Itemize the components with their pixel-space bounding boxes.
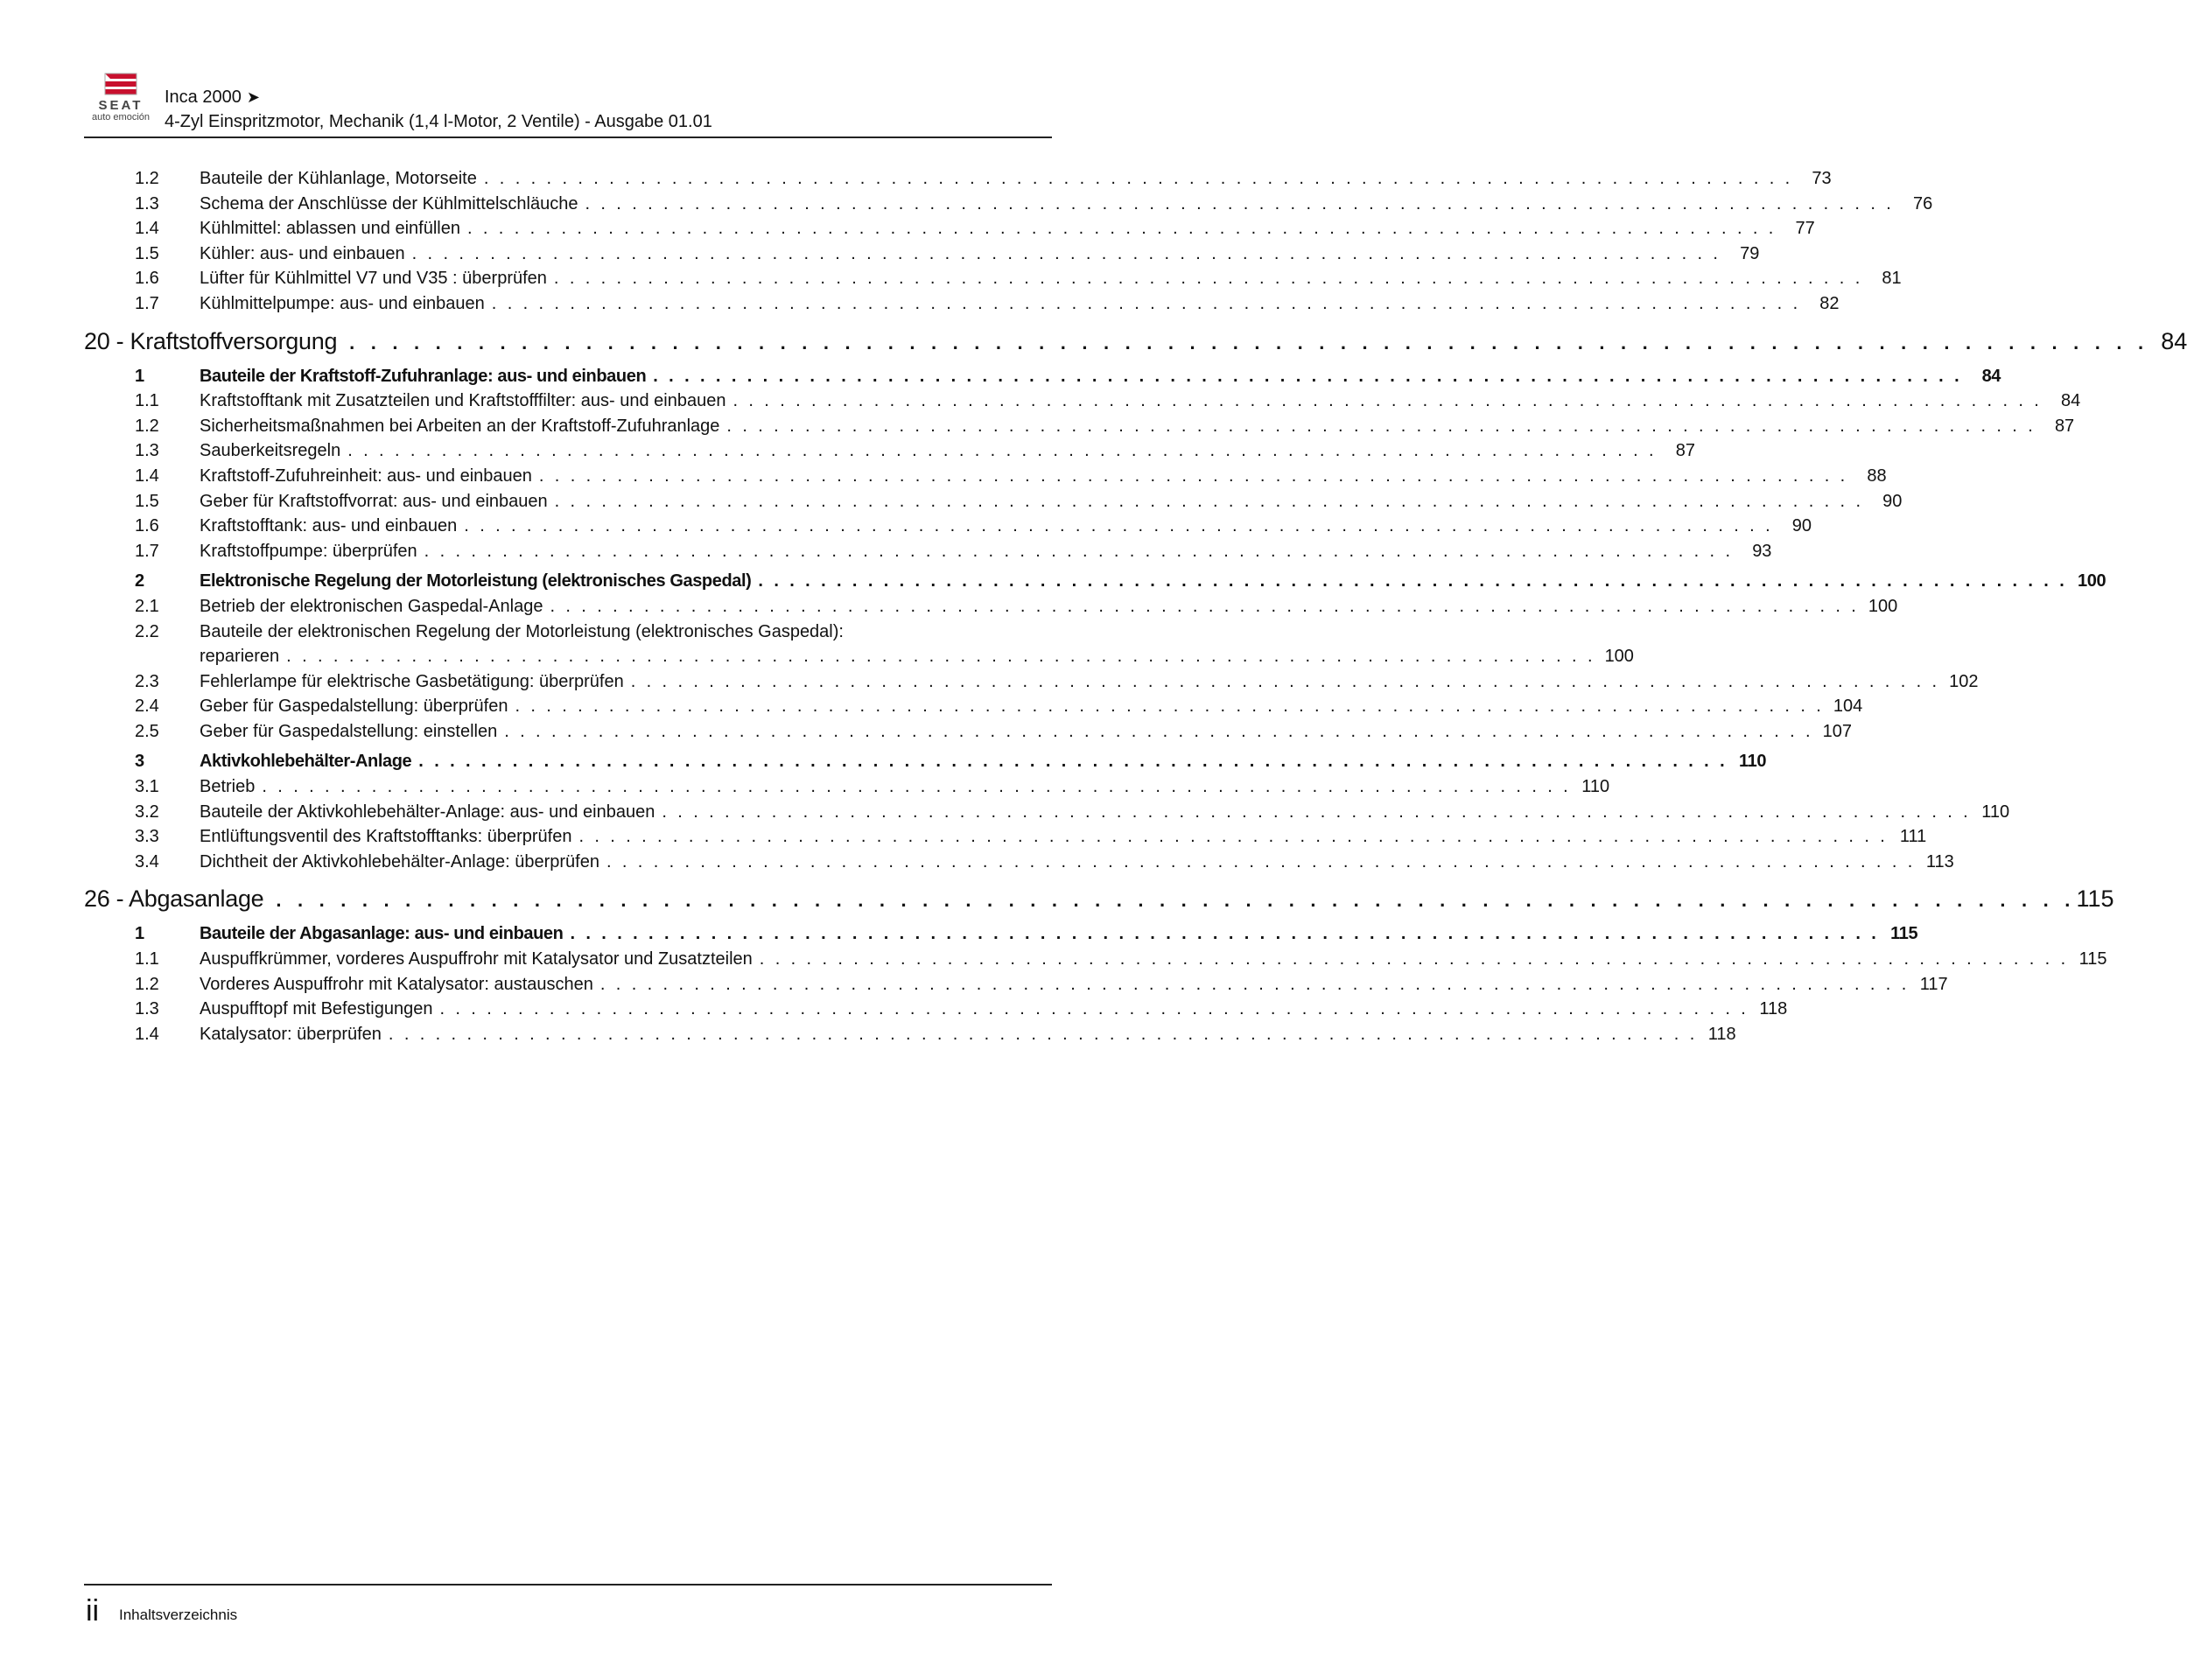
toc-entry-page: 104: [1833, 696, 1863, 717]
toc-entry-title: [200, 364, 1962, 389]
toc-entry-number: 1.6: [135, 516, 159, 536]
dot-leader: . . . . . . . . . . . . . . . . . . . . . . . . . . . . . . . . . . . . . . . . . . . . . . . . . . . . . . . . . . . . . . . . . . . . . . . . . . . . . . . . . . . .: [464, 516, 1774, 536]
dot-leader: . . . . . . . . . . . . . . . . . . . . . . . . . . . . . . . . . . . . . . . . . . . . . . . . . . . . . . . . . . . . . . . . . . . . . . . . . . . . . . . . . . . .: [388, 1024, 1698, 1044]
dot-leader: . . . . . . . . . . . . . . . . . . . . . . . . . . . . . . . . . . . . . . . . . . . . . . . . . . . . . . . . . . . . . . . . . . . . . . . . . . . . . . . . . . . .: [758, 571, 2068, 592]
toc-entry-title: [200, 1022, 1698, 1047]
toc-entry-page: 110: [1981, 802, 2010, 822]
toc-section-entry[interactable]: [84, 569, 2106, 594]
toc-entry-page: 102: [1949, 671, 1979, 691]
dot-leader: . . . . . . . . . . . . . . . . . . . . . . . . . . . . . . . . . . . . . . . . . . . . . . . . . . . . . . . . . . . . . . . . . . . . . . . . . . . . . . . . . . . .: [550, 596, 1860, 616]
toc-entry[interactable]: [84, 669, 1979, 695]
toc-entry-page: 113: [1925, 851, 1954, 872]
toc-entry-page: 100: [2078, 571, 2106, 592]
toc-entry[interactable]: [84, 972, 1948, 998]
toc-entry-title-text: Kraftstoff-Zufuhreinheit: aus- und einbauen: [200, 466, 532, 486]
toc-entry[interactable]: [84, 266, 1902, 291]
toc-entry-page: 100: [1868, 596, 1898, 616]
toc-entry[interactable]: [84, 800, 2010, 825]
page-number: ii: [86, 1594, 100, 1628]
toc-entry-page: 82: [1819, 293, 1840, 313]
toc-entry-title-text: Sauberkeitsregeln: [200, 441, 341, 461]
toc-entry-title-text: Kraftstoffpumpe: überprüfen: [200, 541, 417, 561]
toc-entry[interactable]: [84, 166, 1832, 192]
toc-entry[interactable]: [84, 719, 1852, 745]
dot-leader: . . . . . . . . . . . . . . . . . . . . . . . . . . . . . . . . . . . . . . . . . . . . . . . . . . . . . . . . . . . . . . . . . . . . . . . . . . . . . . . . . . . .: [439, 999, 1749, 1019]
toc-entry-title: [200, 569, 2067, 594]
toc-entry[interactable]: [84, 192, 1933, 217]
toc-entry-page: 90: [1882, 491, 1903, 511]
toc-entry-number: 2.3: [135, 671, 159, 691]
toc-entry-number: 1.4: [135, 466, 159, 486]
toc-entry[interactable]: [84, 947, 2107, 972]
dot-leader: . . . . . . . . . . . . . . . . . . . . . . . . . . . . . . . . . . . . . . . . . . . . . . . . . . . . . . . . . . . . . . . . . . . . . . . . . . . . . . . . . . . .: [411, 243, 1721, 263]
toc-entry-number: 1.2: [135, 169, 159, 188]
toc-entry-number: 1.5: [135, 491, 159, 511]
toc-entry-page: 81: [1882, 269, 1902, 289]
toc-entry-number: 3.1: [135, 777, 159, 797]
toc-entry-page: 87: [1675, 441, 1695, 461]
toc-entry-number: 1.5: [135, 243, 159, 263]
toc-entry-number: 1.4: [135, 1024, 159, 1044]
toc-entry-title-text: Kraftstofftank: aus- und einbauen: [200, 516, 458, 536]
toc-entry-title-text: Schema der Anschlüsse der Kühlmittelschläuche: [200, 193, 578, 214]
toc-entry[interactable]: [84, 997, 1788, 1022]
toc-entry-number: 2.1: [135, 596, 159, 616]
toc-entry-title: [200, 749, 1728, 774]
toc-entry-title-text: Dichtheit der Aktivkohlebehälter-Anlage: überprüfen: [200, 851, 599, 872]
dot-leader: . . . . . . . . . . . . . . . . . . . . . . . . . . . . . . . . . . . . . . . . . . . . . . . . . . . . . . . . . . . . . . . . . . . . . . . . . . . . . . . . . . . .: [585, 193, 1895, 214]
toc-entry[interactable]: [84, 464, 1887, 489]
toc-entry-number: 1.7: [135, 293, 159, 313]
toc-entry-title-text: Auspufftopf mit Befestigungen: [200, 999, 433, 1019]
dot-leader: . . . . . . . . . . . . . . . . . . . . . . . . . . . . . . . . . . . . . . . . . . . . . . . . . . . . . . . . . . . . . . . . . . . . . . . . . . . . . . . . . . . .: [347, 441, 1657, 461]
toc-entry-number: 1.3: [135, 999, 159, 1019]
toc-entry-page: 93: [1752, 541, 1772, 561]
toc-entry-title: [200, 824, 1888, 850]
toc-entry-page: 84: [1981, 366, 2001, 386]
toc-entry-title-text: Kühlmittelpumpe: aus- und einbauen: [200, 293, 485, 313]
toc-entry-title: [200, 539, 1733, 564]
toc-entry-page: 77: [1795, 219, 1815, 239]
toc-entry-title: [200, 972, 1910, 998]
dot-leader: . . . . . . . . . . . . . . . . . . . . . . . . . . . . . . . . . . . . . . . . . . . . . . . . . . . . . . . . . . . . . . . . . . . . . . . . . . . . . . . . . . . .: [733, 391, 2043, 411]
toc-entry-title-text: Kraftstofftank mit Zusatzteilen und Kraftstofffilter: aus- und einbauen: [200, 391, 726, 411]
toc-entry-number: 3: [135, 752, 144, 772]
toc-entry-title-line2: [200, 644, 1634, 669]
logo-brand: SEAT: [98, 98, 144, 113]
toc-entry-number: 1: [135, 924, 144, 944]
toc-entry[interactable]: [84, 216, 1815, 242]
toc-entry-title-text: Kühlmittel: ablassen und einfüllen: [200, 219, 460, 239]
toc-entry-number: 1.4: [135, 219, 159, 239]
toc-entry-number: 2: [135, 571, 144, 592]
toc-entry[interactable]: [84, 594, 1898, 620]
toc-entry-page: 88: [1867, 466, 1887, 486]
toc-entry[interactable]: [84, 388, 2081, 414]
toc-entry-page: 100: [1604, 647, 1634, 667]
dot-leader: . . . . . . . . . . . . . . . . . . . . . . . . . . . . . . . . . . . . . . . . . . . . . . . . . . . . . . . . . . . . . . . . . . . . . . . . . . . . . . . . . . . .: [286, 647, 1595, 667]
dot-leader: . . . . . . . . . . . . . . . . . . . . . . . . . . . . . . . . . . . . . . . . . . . . . . . . . . . . . . . . . . . . . . . . . . . . . . . . . . . . . . . . . . . .: [262, 777, 1572, 797]
toc-entry-title: [200, 774, 1571, 800]
dot-leader: . . . . . . . . . . . . . . . . . . . . . . . . . . . . . . . . . . . . . . . . . . . . . . . . . . . . . . . . . . . . . . . . . . . . . . . . . . . . . . . . . . . .: [599, 974, 1910, 994]
toc-entry[interactable]: [84, 438, 1695, 464]
document-subtitle: 4-Zyl Einspritzmotor, Mechanik (1,4 l-Motor, 2 Ventile) - Ausgabe 01.01: [165, 112, 712, 131]
seat-emblem-icon: [102, 70, 140, 98]
toc-entry-page: 84: [2060, 391, 2081, 411]
toc-entry-title-text: Bauteile der Abgasanlage: aus- und einbauen: [200, 924, 564, 944]
toc-entry-title: [200, 947, 2069, 972]
toc-entry-title-text: Bauteile der Kühlanlage, Motorseite: [200, 169, 477, 188]
toc-entry-number: 3.2: [135, 802, 159, 822]
toc-entry[interactable]: [84, 850, 1954, 875]
toc-entry-title-text: Bauteile der Kraftstoff-Zufuhranlage: aus- und einbauen: [200, 366, 647, 386]
toc-entry-number: 2.5: [135, 721, 159, 741]
toc-entry-title: [200, 669, 1939, 695]
toc-entry-number: 1.3: [135, 441, 159, 461]
chapter-title: 20 - Kraftstoffversorgung: [84, 327, 338, 354]
toc-entry-title: [200, 388, 2042, 414]
toc-entry-title-text: Elektronische Regelung der Motorleistung (elektronisches Gaspedal): [200, 571, 752, 592]
toc-entry-page: 115: [2078, 949, 2107, 970]
toc-entry-title-text: Entlüftungsventil des Kraftstofftanks: überprüfen: [200, 827, 572, 847]
toc-entry-title-text: Aktivkohlebehälter-Anlage: [200, 752, 412, 772]
toc-entry[interactable]: [84, 414, 2075, 439]
toc-entry[interactable]: [84, 774, 1610, 800]
toc-entry-title-text: Sicherheitsmaßnahmen bei Arbeiten an der Kraftstoff-Zufuhranlage: [200, 416, 720, 436]
toc-entry-title: [200, 242, 1721, 267]
toc-entry[interactable]: [84, 514, 1812, 539]
toc-entry-page: 118: [1759, 999, 1788, 1019]
toc-entry-title-text: reparieren: [200, 647, 280, 667]
toc-entry-title: [200, 464, 1848, 489]
toc-entry-title-text: Betrieb der elektronischen Gaspedal-Anlage: [200, 596, 543, 616]
dot-leader: . . . . . . . . . . . . . . . . . . . . . . . . . . . . . . . . . . . . . . . . . . . . . . . . . . . . . . . . . . . . . . . . . . . . . . . . . . . . . . . . . . . .: [578, 827, 1889, 847]
logo-tagline: auto emoción: [91, 112, 151, 122]
toc-entry-title: [200, 514, 1773, 539]
page-footer: [84, 1584, 1052, 1628]
page-header: [84, 68, 1052, 138]
toc-entry-title-text: Lüfter für Kühlmittel V7 und V35 : überprüfen: [200, 269, 547, 289]
toc-entry-title: [200, 997, 1749, 1022]
toc-entry-title-text: Geber für Gaspedalstellung: überprüfen: [200, 696, 508, 717]
arrow-icon: ➤: [246, 88, 260, 106]
toc-entry[interactable]: [84, 291, 1840, 317]
dot-leader: . . . . . . . . . . . . . . . . . . . . . . . . . . . . . . . . . . . . . . . . . . . . . . . . . . . . . . . . . . . . . . . . . . . . . . . . . . . . . . . . . . . .: [662, 802, 1972, 822]
toc-entry-number: 2.2: [135, 621, 159, 641]
chapter-page: 84: [2161, 327, 2187, 354]
dot-leader: . . . . . . . . . . . . . . . . . . . . . . . . . . . . . . . . . . . . . . . . . . . . . . . . . . . . . . . . . . . . . . . . . . . . . . . . . . . . . . . . . . . .: [726, 416, 2036, 436]
toc-chapter-entry[interactable]: [84, 881, 2114, 918]
toc-entry-title: [200, 620, 1634, 669]
toc-entry-number: 1.2: [135, 974, 159, 994]
dot-leader: . . . . . . . . . . . . . . . . . . . . . . . . . . . . . . . . . . . . . . . . . . . . . . . . . . . . . . . . . . . . . . . . . . . . . . . . . . . . . . . . . . . .: [570, 924, 1880, 944]
toc-entry-page: 107: [1822, 721, 1852, 741]
toc-entry-title: [200, 489, 1863, 514]
toc-entry-page: 118: [1707, 1024, 1736, 1044]
toc-entry-number: 3.3: [135, 827, 159, 847]
toc-entry[interactable]: [84, 620, 1634, 669]
toc-entry[interactable]: [84, 824, 1927, 850]
toc-entry-page: 90: [1791, 516, 1812, 536]
dot-leader: . . . . . . . . . . . . . . . . . . . . . . . . . . . . . . . . . . . . . . . . . . . . . . . . . . . . . . . . . . . . . . . . . . . . . . . . . . . . . . . . . . . .: [759, 949, 2069, 970]
toc-section-entry[interactable]: [84, 364, 2001, 389]
toc-entry-number: 3.4: [135, 851, 159, 872]
toc-entry-title-line1: Bauteile der elektronischen Regelung der Motorleistung (elektronisches Gaspedal):: [200, 621, 844, 641]
toc-entry-title-text: Bauteile der Aktivkohlebehälter-Anlage: aus- und einbauen: [200, 802, 655, 822]
dot-leader: . . . . . . . . . . . . . . . . . . . . . . . . . . . . . . . . . . . . . . . . . . . . . . . . . . . . . . . . . . . . . . . . . . . . . . . . . . . . . . . . . . . .: [515, 696, 1825, 717]
toc-entry-title-text: Geber für Gaspedalstellung: einstellen: [200, 721, 498, 741]
toc-entry-title-text: Auspuffkrümmer, vorderes Auspuffrohr mit Katalysator und Zusatzteilen: [200, 949, 753, 970]
dot-leader: . . . . . . . . . . . . . . . . . . . . . . . . . . . . . . . . . . . . . . . . . . . . . . . . . . . . . . . . . . . . . . . . . . . . . . . . . . . . . . . . . . . .: [276, 889, 2076, 912]
dot-leader: . . . . . . . . . . . . . . . . . . . . . . . . . . . . . . . . . . . . . . . . . . . . . . . . . . . . . . . . . . . . . . . . . . . . . . . . . . . . . . . . . . . .: [553, 269, 1863, 289]
toc-entry-title: [200, 800, 1971, 825]
document-title-text: Inca 2000: [165, 88, 242, 107]
toc-entry-page: 111: [1899, 827, 1927, 847]
toc-entry-title: [200, 921, 1879, 947]
toc-entry[interactable]: [84, 242, 1760, 267]
dot-leader: . . . . . . . . . . . . . . . . . . . . . . . . . . . . . . . . . . . . . . . . . . . . . . . . . . . . . . . . . . . . . . . . . . . . . . . . . . . . . . . . . . . .: [538, 466, 1848, 486]
toc-entry[interactable]: [84, 694, 1863, 719]
dot-leader: . . . . . . . . . . . . . . . . . . . . . . . . . . . . . . . . . . . . . . . . . . . . . . . . . . . . . . . . . . . . . . . . . . . . . . . . . . . . . . . . . . . .: [606, 851, 1916, 872]
toc-entry-title: [200, 719, 1813, 745]
chapter-title: 26 - Abgasanlage: [84, 886, 264, 913]
toc-entry-page: 79: [1740, 243, 1760, 263]
toc-entry-title: [200, 291, 1801, 317]
toc-section-entry[interactable]: [84, 921, 1918, 947]
toc-entry-number: 1: [135, 366, 144, 386]
toc-entry-title: [200, 438, 1657, 464]
dot-leader: . . . . . . . . . . . . . . . . . . . . . . . . . . . . . . . . . . . . . . . . . . . . . . . . . . . . . . . . . . . . . . . . . . . . . . . . . . . . . . . . . . . .: [554, 491, 1864, 511]
toc-entry-title: [200, 166, 1793, 192]
dot-leader: . . . . . . . . . . . . . . . . . . . . . . . . . . . . . . . . . . . . . . . . . . . . . . . . . . . . . . . . . . . . . . . . . . . . . . . . . . . . . . . . . . . .: [424, 541, 1734, 561]
toc-entry-title: [200, 694, 1824, 719]
toc-entry-title-text: Katalysator: überprüfen: [200, 1024, 382, 1044]
toc-entry-page: 76: [1912, 193, 1933, 214]
dot-leader: . . . . . . . . . . . . . . . . . . . . . . . . . . . . . . . . . . . . . . . . . . . . . . . . . . . . . . . . . . . . . . . . . . . . . . . . . . . . . . . . . . . .: [491, 293, 1801, 313]
toc-entry-title-text: Fehlerlampe für elektrische Gasbetätigung: überprüfen: [200, 671, 624, 691]
toc-section-entry[interactable]: [84, 749, 1767, 774]
document-title: [165, 88, 260, 108]
toc-entry-number: 1.7: [135, 541, 159, 561]
dot-leader: . . . . . . . . . . . . . . . . . . . . . . . . . . . . . . . . . . . . . . . . . . . . . . . . . . . . . . . . . . . . . . . . . . . . . . . . . . . . . . . . . . . .: [630, 671, 1940, 691]
toc-entry-page: 110: [1581, 777, 1610, 797]
dot-leader: . . . . . . . . . . . . . . . . . . . . . . . . . . . . . . . . . . . . . . . . . . . . . . . . . . . . . . . . . . . . . . . . . . . . . . . . . . . . . . . . . . . .: [349, 331, 2149, 354]
toc-entry-title: [200, 594, 1859, 620]
toc-entry-page: 110: [1738, 752, 1767, 772]
toc-chapter-entry[interactable]: [84, 324, 2187, 360]
toc-entry-title: [200, 192, 1894, 217]
dot-leader: . . . . . . . . . . . . . . . . . . . . . . . . . . . . . . . . . . . . . . . . . . . . . . . . . . . . . . . . . . . . . . . . . . . . . . . . . . . . . . . . . . . .: [483, 169, 1793, 188]
toc-entry-title: [200, 414, 2036, 439]
toc-entry-number: 1.6: [135, 269, 159, 289]
toc-entry-number: 1.1: [135, 391, 159, 411]
toc-entry-number: 1.3: [135, 193, 159, 214]
toc-entry-title-text: Geber für Kraftstoffvorrat: aus- und einbauen: [200, 491, 548, 511]
seat-logo: [84, 68, 158, 126]
toc-entry-page: 115: [1890, 924, 1918, 944]
toc-entry-number: 2.4: [135, 696, 159, 717]
toc-entry-title-text: Kühler: aus- und einbauen: [200, 243, 405, 263]
toc-entry-title-text: Betrieb: [200, 777, 256, 797]
toc-entry-number: 1.2: [135, 416, 159, 436]
toc-entry-title: [200, 850, 1916, 875]
dot-leader: . . . . . . . . . . . . . . . . . . . . . . . . . . . . . . . . . . . . . . . . . . . . . . . . . . . . . . . . . . . . . . . . . . . . . . . . . . . . . . . . . . . .: [653, 366, 1963, 386]
toc-entry-title: [200, 266, 1863, 291]
toc-entry[interactable]: [84, 1022, 1736, 1047]
toc-entry[interactable]: [84, 539, 1772, 564]
table-of-contents: [84, 166, 2187, 1046]
dot-leader: . . . . . . . . . . . . . . . . . . . . . . . . . . . . . . . . . . . . . . . . . . . . . . . . . . . . . . . . . . . . . . . . . . . . . . . . . . . . . . . . . . . .: [418, 752, 1728, 772]
toc-entry-title-text: Vorderes Auspuffrohr mit Katalysator: austauschen: [200, 974, 593, 994]
dot-leader: . . . . . . . . . . . . . . . . . . . . . . . . . . . . . . . . . . . . . . . . . . . . . . . . . . . . . . . . . . . . . . . . . . . . . . . . . . . . . . . . . . . .: [504, 721, 1813, 741]
chapter-page: 115: [2076, 886, 2114, 913]
toc-entry-page: 73: [1812, 169, 1832, 188]
toc-entry-title: [200, 216, 1777, 242]
toc-entry-number: 1.1: [135, 949, 159, 970]
toc-entry-page: 117: [1919, 974, 1948, 994]
toc-entry[interactable]: [84, 489, 1903, 514]
dot-leader: . . . . . . . . . . . . . . . . . . . . . . . . . . . . . . . . . . . . . . . . . . . . . . . . . . . . . . . . . . . . . . . . . . . . . . . . . . . . . . . . . . . .: [466, 219, 1777, 239]
footer-label: Inhaltsverzeichnis: [119, 1606, 238, 1623]
toc-entry-page: 87: [2054, 416, 2075, 436]
